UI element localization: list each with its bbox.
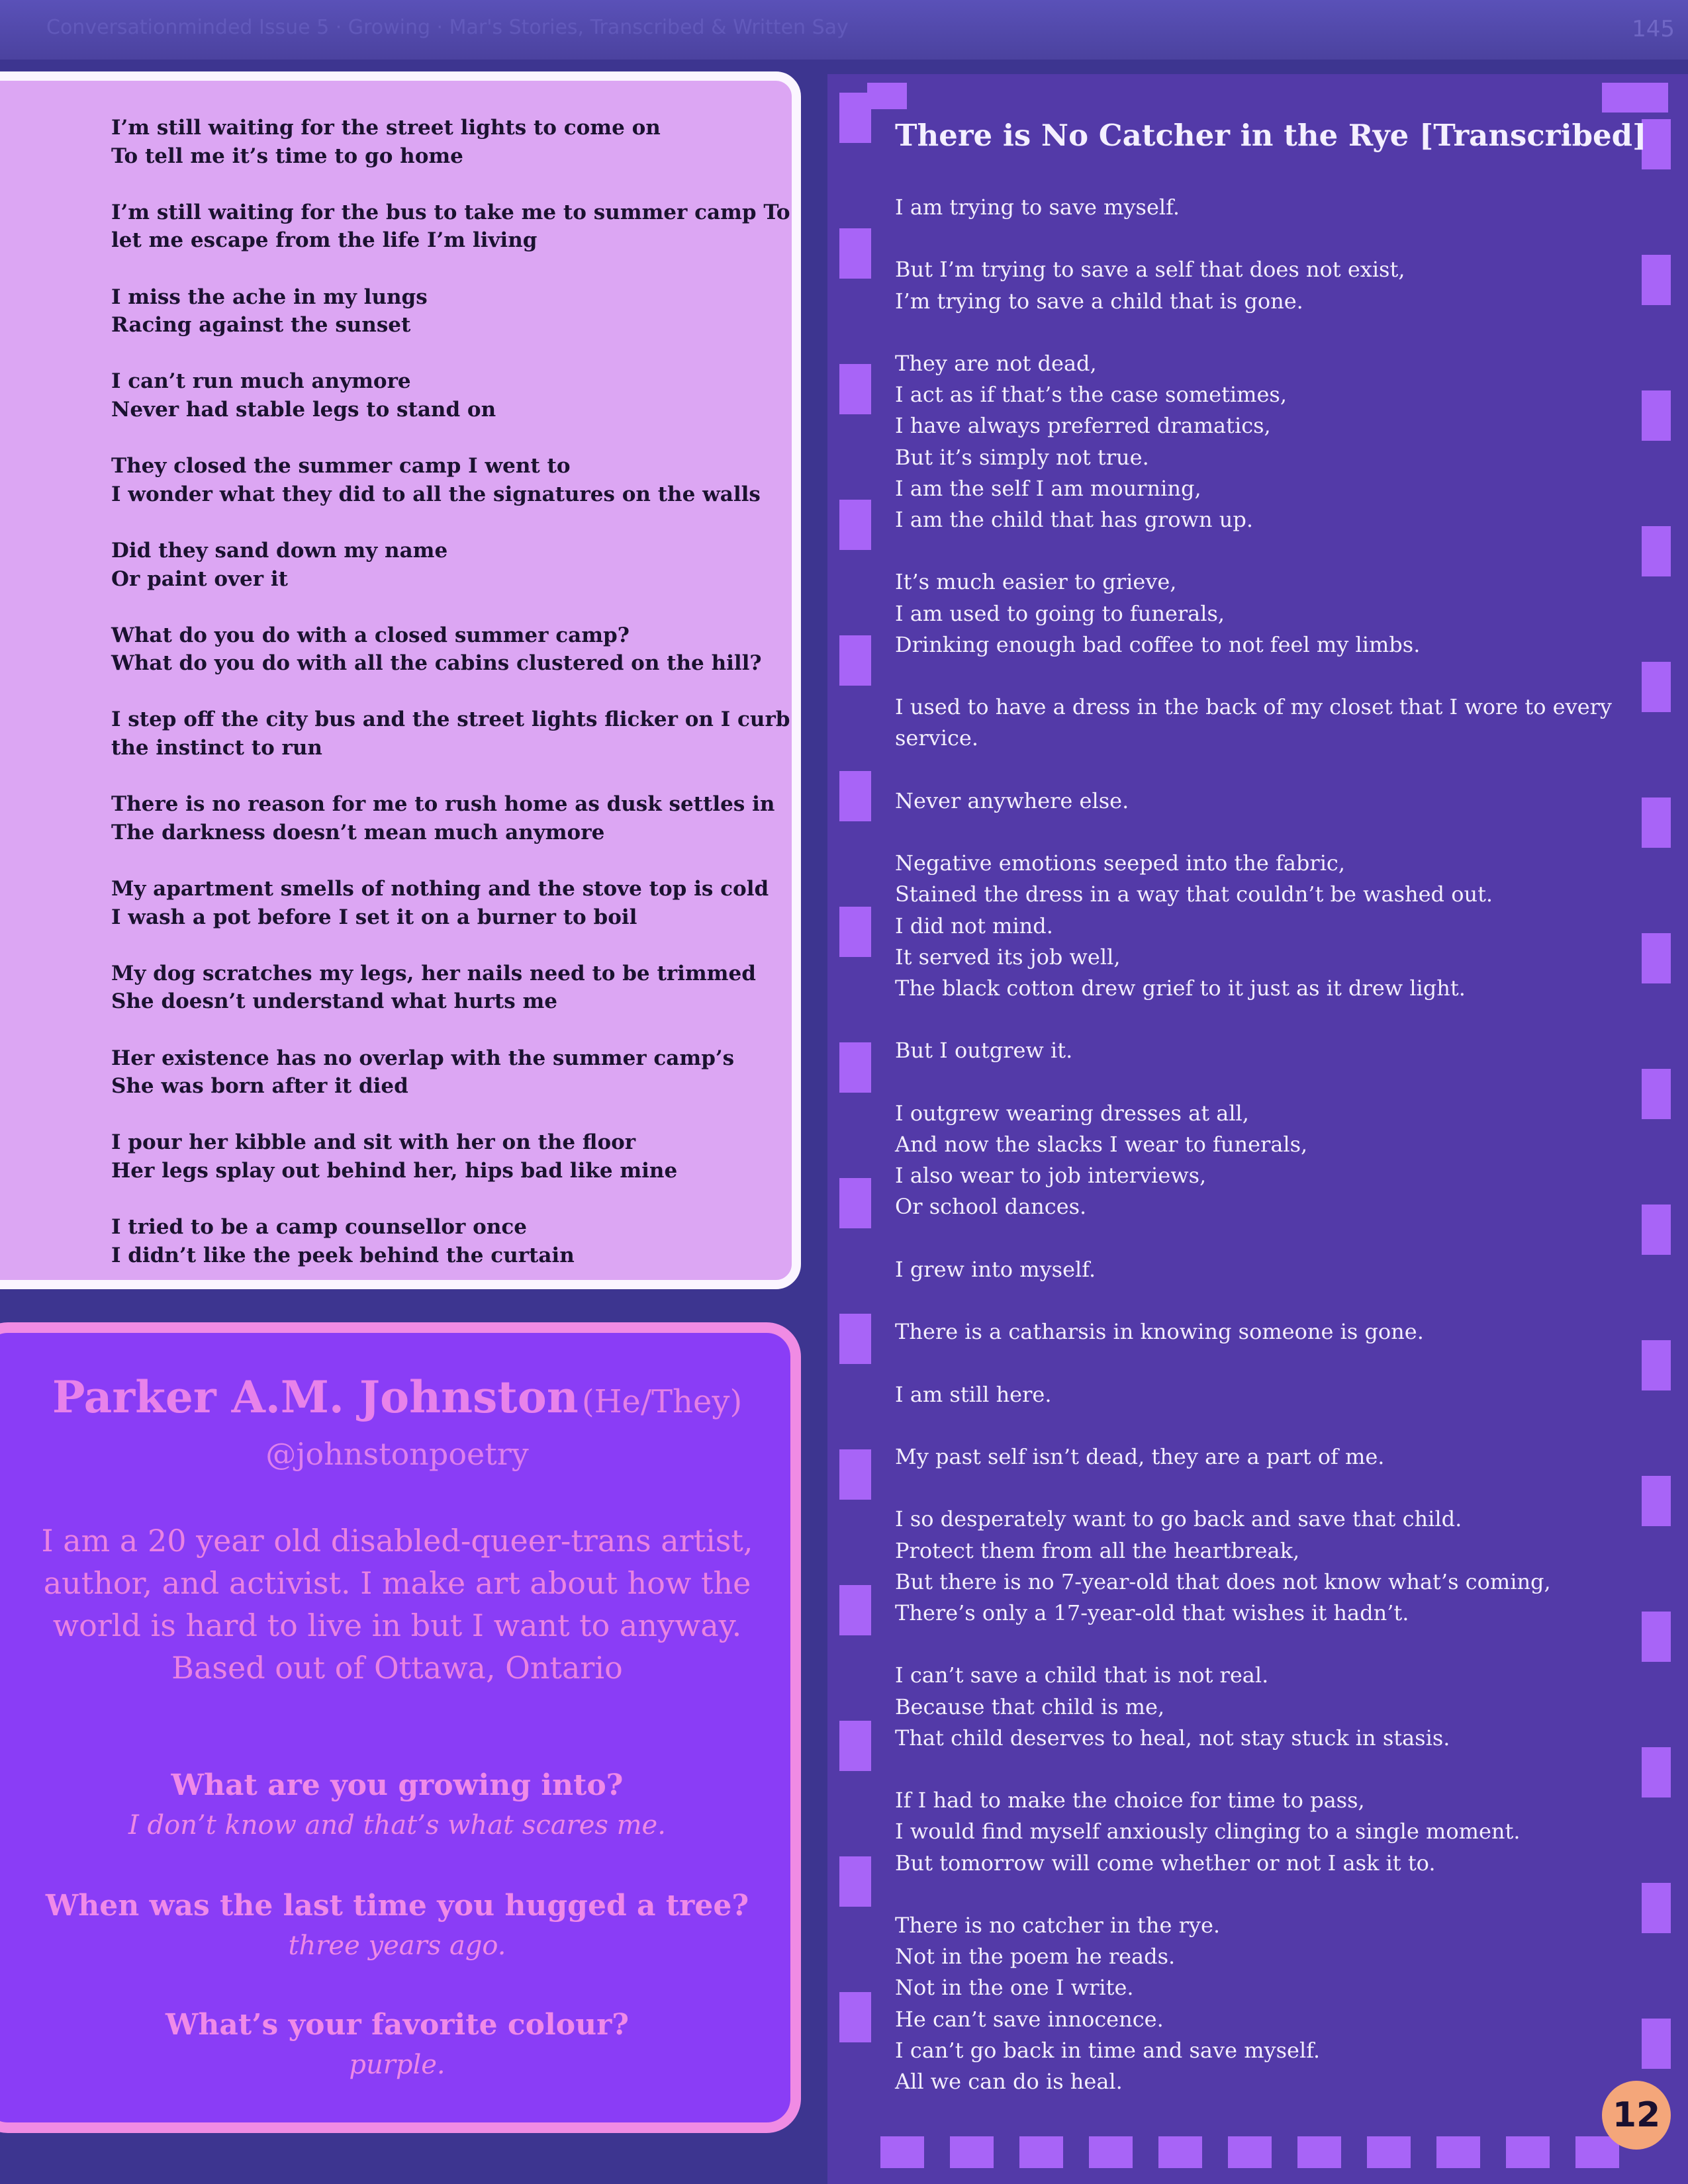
- poem-title: There is No Catcher in the Rye [Transcribed]: [895, 118, 1647, 153]
- film-square: [1089, 2136, 1133, 2168]
- poem-line: All we can do is heal.: [895, 2068, 1123, 2094]
- stanza: [895, 1316, 1623, 1347]
- film-square: [1642, 1340, 1671, 1390]
- poem-line: the instinct to run: [111, 736, 322, 760]
- stanza: [111, 367, 773, 424]
- film-square: [1019, 2136, 1063, 2168]
- poem-line: My apartment smells of nothing and the stove top is cold: [111, 877, 769, 901]
- stanza: [895, 786, 1623, 817]
- film-square: [839, 1314, 871, 1364]
- stanza: [111, 1213, 773, 1269]
- poem-line: She was born after it died: [111, 1074, 408, 1099]
- poem-line: I can’t run much anymore: [111, 369, 411, 394]
- film-square: [1642, 2019, 1671, 2069]
- film-square: [839, 1178, 871, 1228]
- film-square: [1642, 1205, 1671, 1255]
- poem-line: Her existence has no overlap with the summer camp’s: [111, 1046, 735, 1070]
- film-square: [839, 93, 871, 143]
- poem-line: Or school dances.: [895, 1194, 1087, 1220]
- poem-line: I outgrew wearing dresses at all,: [895, 1100, 1249, 1126]
- film-square: [839, 364, 871, 414]
- film-square: [839, 500, 871, 550]
- stanza: [895, 567, 1623, 660]
- poem-line: They are not dead,: [895, 350, 1097, 376]
- poem-line: There’s only a 17-year-old that wishes it hadn’t.: [895, 1600, 1409, 1625]
- poem-line: My dog scratches my legs, her nails need to be trimmed: [111, 961, 756, 985]
- poem-line: Because that child is me,: [895, 1694, 1165, 1719]
- running-page-number: 145: [1632, 16, 1675, 42]
- poem-line: I’m still waiting for the bus to take me to summer camp To: [111, 200, 790, 224]
- film-square: [839, 228, 871, 279]
- stanza: [895, 1254, 1623, 1285]
- author-pronouns: (He/They): [581, 1383, 743, 1420]
- poem-line: She doesn’t understand what hurts me: [111, 989, 558, 1014]
- stanza: [895, 192, 1623, 223]
- film-square: [1575, 2136, 1619, 2168]
- poem-line: I can’t go back in time and save myself.: [895, 2037, 1321, 2063]
- poem-line: I did not mind.: [895, 913, 1053, 938]
- film-square: [1158, 2136, 1202, 2168]
- poem-line: I am the child that has grown up.: [895, 507, 1253, 532]
- poem-line: Racing against the sunset: [111, 313, 411, 338]
- film-square: [839, 1856, 871, 1907]
- film-square: [1436, 2136, 1480, 2168]
- poem-line: But I outgrew it.: [895, 1038, 1073, 1064]
- author-name-line: [0, 1371, 794, 1423]
- top-strip: [0, 0, 1688, 60]
- poem-line: Never anywhere else.: [895, 788, 1129, 813]
- film-square: [839, 1449, 871, 1500]
- film-square: [1642, 797, 1671, 848]
- stanza: [111, 114, 773, 170]
- qa-answer: I don’t know and that’s what scares me.: [128, 1810, 666, 1841]
- stanza: [895, 1504, 1623, 1629]
- poem-line: I didn’t like the peek behind the curtain: [111, 1243, 575, 1267]
- film-square: [1642, 1747, 1671, 1797]
- poem-line: There is a catharsis in knowing someone is gone.: [895, 1319, 1424, 1345]
- poem-line: I am trying to save myself.: [895, 195, 1180, 220]
- poem-line: Protect them from all the heartbreak,: [895, 1537, 1300, 1563]
- stanza: [895, 1785, 1623, 1879]
- qa-question: What are you growing into?: [171, 1768, 624, 1802]
- poem-line: I am still here.: [895, 1381, 1052, 1407]
- poem-line: Not in the poem he reads.: [895, 1944, 1176, 1970]
- film-square: [839, 1042, 871, 1093]
- stanza: [111, 283, 773, 340]
- qa-question: When was the last time you hugged a tree?: [45, 1889, 749, 1923]
- poem-line: Did they sand down my name: [111, 538, 448, 563]
- film-square: [1506, 2136, 1550, 2168]
- poem-line: If I had to make the choice for time to pass,: [895, 1788, 1365, 1813]
- poem-line: I wonder what they did to all the signatures on the walls: [111, 482, 761, 506]
- poem-line: I am used to going to funerals,: [895, 600, 1225, 626]
- poem-line: Her legs splay out behind her, hips bad like mine: [111, 1158, 678, 1183]
- film-square: [839, 635, 871, 686]
- stanza: [111, 452, 773, 508]
- stanza: [111, 960, 773, 1016]
- film-square: [1642, 390, 1671, 441]
- film-square: [950, 2136, 994, 2168]
- poem-line: What do you do with a closed summer camp?: [111, 623, 630, 647]
- film-square: [1642, 255, 1671, 305]
- poem-line: I also wear to job interviews,: [895, 1163, 1207, 1189]
- poem-line: But there is no 7-year-old that does not know what’s coming,: [895, 1569, 1551, 1594]
- film-square: [1602, 83, 1668, 113]
- stanza: [111, 875, 773, 931]
- film-square: [1642, 1476, 1671, 1526]
- film-square: [1228, 2136, 1272, 2168]
- bio-line: author, and activist. I make art about how the: [43, 1565, 751, 1601]
- poem-line: I pour her kibble and sit with her on the floor: [111, 1130, 636, 1155]
- poem-line: To tell me it’s time to go home: [111, 144, 463, 168]
- poem-line: It’s much easier to grieve,: [895, 569, 1177, 595]
- poem-line: Not in the one I write.: [895, 1975, 1134, 2001]
- stanza: [895, 1379, 1623, 1410]
- film-square: [1642, 1883, 1671, 1933]
- poem-line: I wash a pot before I set it on a burner to boil: [111, 905, 637, 929]
- author-handle: @johnstonpoetry: [265, 1436, 529, 1472]
- stanza: [895, 1098, 1623, 1223]
- stanza: [895, 254, 1623, 316]
- poem-line: I so desperately want to go back and save that child.: [895, 1506, 1462, 1532]
- qa-item: [0, 1766, 794, 1845]
- poem-line: The black cotton drew grief to it just as it drew light.: [895, 975, 1466, 1001]
- poem-line: I am the self I am mourning,: [895, 475, 1201, 501]
- poem-line: I would find myself anxiously clinging to a single moment.: [895, 1819, 1521, 1844]
- qa-answer: three years ago.: [288, 1931, 506, 1961]
- poem-line: The darkness doesn’t mean much anymore: [111, 820, 605, 844]
- poem-line: He can’t save innocence.: [895, 2006, 1164, 2032]
- poem-line: I tried to be a camp counsellor once: [111, 1215, 527, 1240]
- qa-question: What’s your favorite colour?: [165, 2008, 630, 2042]
- poem-line: let me escape from the life I’m living: [111, 228, 538, 253]
- right-poem: [895, 192, 1623, 2128]
- stanza: [895, 1910, 1623, 2097]
- stanza: [895, 1035, 1623, 1066]
- film-square: [1642, 526, 1671, 576]
- page-number-badge: 12: [1602, 2081, 1671, 2150]
- poem-line: They closed the summer camp I went to: [111, 454, 571, 478]
- author-bio: [40, 1520, 755, 1689]
- stanza: [895, 848, 1623, 1004]
- film-square: [839, 907, 871, 957]
- stanza: [895, 692, 1623, 754]
- poem-line: I act as if that’s the case sometimes,: [895, 382, 1287, 408]
- poem-line: My past self isn’t dead, they are a part of me.: [895, 1443, 1385, 1469]
- film-square: [839, 1585, 871, 1635]
- poem-line: I miss the ache in my lungs: [111, 285, 428, 309]
- left-poem: [111, 114, 790, 1298]
- bio-line: I am a 20 year old disabled-queer-trans artist,: [41, 1523, 753, 1559]
- poem-line: Stained the dress in a way that couldn’t be washed out.: [895, 882, 1493, 907]
- film-square: [1642, 933, 1671, 983]
- poem-line: And now the slacks I wear to funerals,: [895, 1131, 1308, 1157]
- film-square: [1642, 1612, 1671, 1662]
- running-head: Conversationminded Issue 5 · Growing · Mar's Stories, Transcribed & Written Say: [46, 16, 849, 39]
- stanza: [111, 1044, 773, 1101]
- poem-line: There is no reason for me to rush home as dusk settles in: [111, 792, 775, 817]
- poem-line: I used to have a dress in the back of my closet that I wore to every: [895, 694, 1612, 720]
- poem-line: Never had stable legs to stand on: [111, 397, 496, 422]
- qa-answer: purple.: [349, 2050, 445, 2080]
- film-square: [867, 83, 907, 109]
- stanza: [111, 199, 790, 255]
- poem-line: I step off the city bus and the street lights flicker on I curb: [111, 707, 790, 732]
- stanza: [111, 621, 773, 678]
- poem-line: I grew into myself.: [895, 1256, 1096, 1282]
- qa-item: [0, 2005, 794, 2085]
- film-square: [1642, 1069, 1671, 1119]
- poem-line: service.: [895, 725, 978, 751]
- stanza: [895, 348, 1623, 535]
- film-square: [839, 771, 871, 821]
- poem-line: What do you do with all the cabins clustered on the hill?: [111, 651, 762, 676]
- poem-line: I can’t save a child that is not real.: [895, 1662, 1269, 1688]
- poem-line: Drinking enough bad coffee to not feel my limbs.: [895, 631, 1421, 657]
- poem-line: But tomorrow will come whether or not I ask it to.: [895, 1850, 1436, 1876]
- film-square: [839, 1721, 871, 1771]
- film-square: [880, 2136, 924, 2168]
- stanza: [111, 537, 773, 593]
- stanza: [111, 790, 773, 846]
- poem-line: I have always preferred dramatics,: [895, 413, 1271, 439]
- author-name: Parker A.M. Johnston: [52, 1371, 579, 1423]
- film-square: [1367, 2136, 1411, 2168]
- poem-line: It served its job well,: [895, 944, 1121, 970]
- poem-line: Negative emotions seeped into the fabric,: [895, 850, 1346, 876]
- film-square: [1297, 2136, 1341, 2168]
- stanza: [895, 1660, 1623, 1754]
- stanza: [895, 1441, 1623, 1473]
- stanza: [111, 705, 790, 762]
- film-square: [1642, 662, 1671, 712]
- poem-line: But I’m trying to save a self that does not exist,: [895, 257, 1405, 283]
- film-square: [839, 1992, 871, 2042]
- poem-line: I’m trying to save a child that is gone.: [895, 288, 1303, 314]
- poem-line: Or paint over it: [111, 567, 288, 591]
- poem-line: There is no catcher in the rye.: [895, 1912, 1221, 1938]
- stanza: [111, 1128, 773, 1185]
- bio-line: world is hard to live in but I want to anyway.: [52, 1608, 742, 1643]
- poem-line: But it’s simply not true.: [895, 444, 1149, 470]
- qa-item: [0, 1886, 794, 1966]
- poem-line: I’m still waiting for the street lights to come on: [111, 116, 661, 140]
- poem-line: That child deserves to heal, not stay stuck in stasis.: [895, 1725, 1450, 1751]
- bio-line: Based out of Ottawa, Ontario: [171, 1650, 623, 1686]
